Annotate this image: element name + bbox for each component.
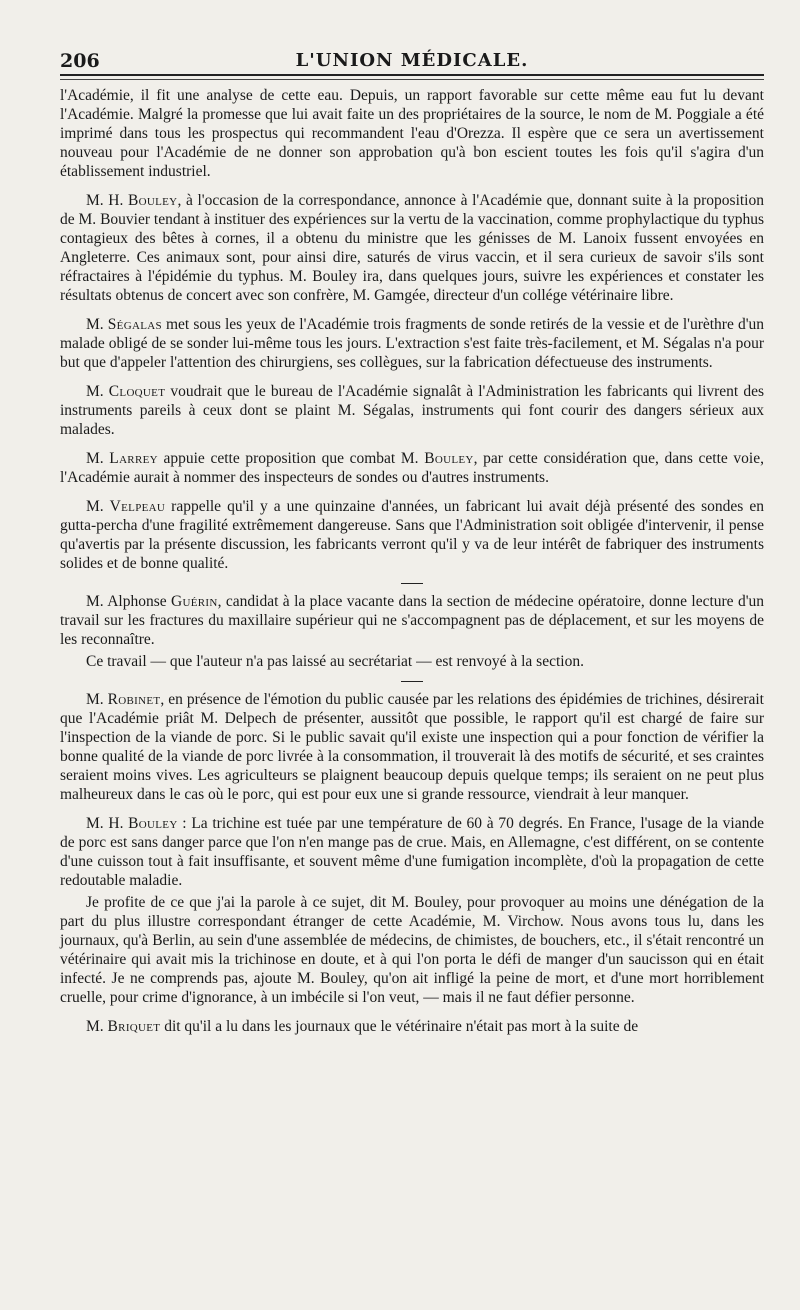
section-separator <box>401 681 423 682</box>
paragraph-guerin: M. Alphonse Guérin, candidat à la place vacante dans la section de médecine opératoire, donne lecture d'un travail sur les fractures du maxillaire supérieur qui ne s'accompagnent pas de déplacement, et sur les moyens de les reconnaître. <box>60 593 764 648</box>
paragraph-briquet: M. Briquet dit qu'il a lu dans les journaux que le vétérinaire n'était pas mort à la suite de <box>86 1018 639 1035</box>
speaker-name: Velpeau <box>109 498 166 515</box>
page-header <box>60 44 764 76</box>
speaker-name: Bouley <box>424 450 474 467</box>
paragraph-velpeau: M. Velpeau rappelle qu'il y a une quinzaine d'années, un fabricant lui avait déjà présenté des sondes en gutta-percha d'une fragilité extrêmement dangereuse. Sans que l'Administration soit obligée d'intervenir, il pense qu'avertis par la présente discussion, les fabricants verront qu'il y va de leur intérêt de fabriquer des instruments solides et de bonne qualité. <box>60 498 764 572</box>
header-rule <box>60 79 764 80</box>
speaker-name: Ségalas <box>107 316 162 333</box>
paragraph-orezza: l'Académie, il fit une analyse de cette eau. Depuis, un rapport favorable sur cette même eau fut lu devant l'Académie. Malgré la promesse que lui avait faite un des propriétaires de la source, le nom de M. Poggiale a été imprimé dans tous les prospectus qui recommandent l'eau d'Orezza. Il espère que ce sera un avertissement nouveau pour l'Académie de ne donner son approbation qu'à bon escient toutes les fois qu'il s'agira d'un établissement industriel. <box>60 87 764 180</box>
paragraph-bouley-trichine: M. H. Bouley : La trichine est tuée par une température de 60 à 70 degrés. En France, l'usage de la viande de porc est sans danger parce que l'on n'en mange pas de crue. Mais, en Allemagne, c'est différent, on se contente d'une cuisson tout à fait insuffisante, et souvent même d'une fumigation incomplète, d'où la propagation de cette redoutable maladie. <box>60 815 764 889</box>
page-number: 206 <box>60 50 100 72</box>
paragraph-segalas: M. Ségalas met sous les yeux de l'Académie trois fragments de sonde retirés de la vessie et de l'urèthre d'un malade obligé de se sonder lui-même tous les jours. L'extraction s'est faite très-facilement, et M. Ségalas n'a pour but que d'appeler l'attention des chirurgiens, ses collègues, sur la fabrication défectueuse des instruments. <box>60 316 764 371</box>
paragraph-robinet: M. Robinet, en présence de l'émotion du public causée par les relations des épidémies de trichines, désirerait que l'Académie priât M. Delpech de présenter, aussitôt que possible, le rapport qu'il est chargé de faire sur l'inspection de la viande de porc. Si le public savait qu'il existe une inspection qui a pour fonction de vérifier la bonne qualité de la viande de porc livrée à la consommation, il trouverait là des motifs de sécurité, et ses craintes seraient moins vives. Les agriculteurs se plaignent beaucoup depuis quelque temps; ils seraient on ne peut plus malheureux dans le cas où le porc, qui est pour eux une si grande ressource, viendrait à leur manquer. <box>60 691 764 803</box>
speaker-name: Guérin <box>171 593 218 610</box>
speaker-name: Briquet <box>107 1018 161 1035</box>
speaker-name: Bouley <box>128 815 178 832</box>
speaker-name: Cloquet <box>108 383 166 400</box>
speaker-name: Bouley <box>128 192 178 209</box>
paragraph-bouley-virchow: Je profite de ce que j'ai la parole à ce sujet, dit M. Bouley, pour provoquer au moins une dénégation de la part du plus illustre correspondant étranger de cette Académie, M. Virchow. Nous avons tous lu, dans les journaux, qu'à Berlin, au sein d'une assemblée de médecins, de chimistes, de bouchers, etc., il s'était rencontré un vétérinaire qui avait mis la trichinose en doute, et à qui l'on porta le défi de manger d'un saucisson qui en était infecté. Je ne comprends pas, ajoute M. Bouley, qu'on ait infligé la peine de mort, et d'une mort horriblement cruelle, pour crime d'ignorance, à un imbécile si l'on veut, — mais il ne faut défier personne. <box>60 894 764 1006</box>
paragraph-renvoi: Ce travail — que l'auteur n'a pas laissé au secrétariat — est renvoyé à la section. <box>86 653 584 670</box>
speaker-name: Larrey <box>109 450 158 467</box>
speaker-name: Robinet <box>107 691 161 708</box>
section-separator <box>401 583 423 584</box>
paragraph-cloquet: M. Cloquet voudrait que le bureau de l'Académie signalât à l'Administration les fabricants qui livrent des instruments pareils à ceux dont se plaint M. Ségalas, instruments qui font courir des dangers sérieux aux malades. <box>60 383 764 438</box>
article-body <box>60 86 764 1036</box>
paragraph-bouley-vaccination: M. H. Bouley, à l'occasion de la correspondance, annonce à l'Académie que, donnant suite à la proposition de M. Bouvier tendant à instituer des expériences sur la vertu de la vaccination, comme prophylactique du typhus contagieux des bêtes à cornes, il a obtenu du ministre que les génisses de M. Lanoix fussent envoyées en Angleterre. Ces animaux sont, pour ainsi dire, saturés de virus vaccin, et il sera curieux de savoir s'ils sont réfractaires à l'épidémie du typhus. M. Bouley ira, dans quelques jours, suivre les expériences et constater les résultats obtenus de concert avec son confrère, M. Gamgée, directeur d'un collége vétérinaire libre. <box>60 192 764 304</box>
running-title: L'UNION MÉDICALE. <box>295 50 529 71</box>
paragraph-larrey: M. Larrey appuie cette proposition que combat M. Bouley, par cette considération que, dans cette voie, l'Académie aurait à nommer des inspecteurs de sondes ou d'autres instruments. <box>60 450 764 486</box>
